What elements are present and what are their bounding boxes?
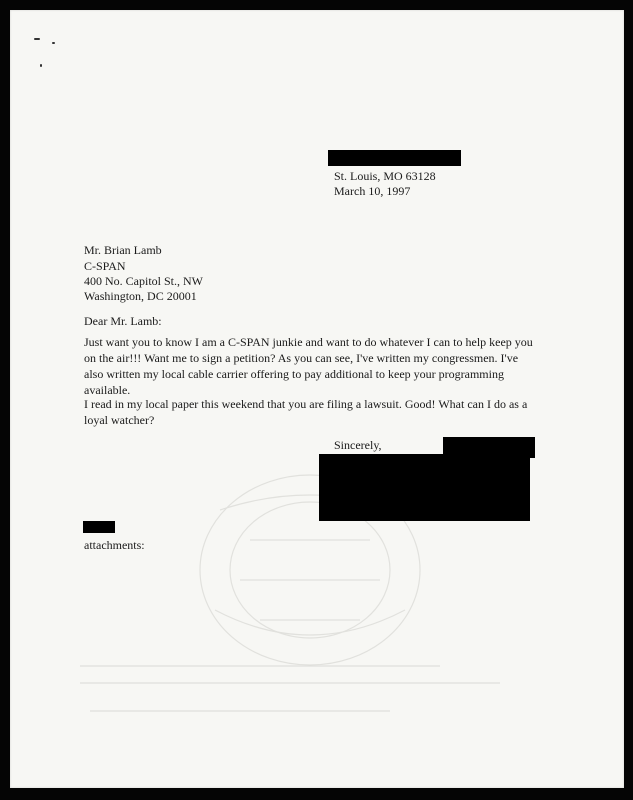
scan-speck bbox=[40, 64, 42, 67]
redacted-signature-block bbox=[319, 454, 530, 521]
recipient-name: Mr. Brian Lamb bbox=[84, 243, 162, 257]
letter-date: March 10, 1997 bbox=[334, 184, 411, 198]
recipient-org: C-SPAN bbox=[84, 259, 126, 273]
redacted-sender-name bbox=[328, 150, 461, 166]
salutation: Dear Mr. Lamb: bbox=[84, 314, 162, 328]
body-paragraph-1: Just want you to know I am a C-SPAN junkie and want to do whatever I can to help keep you on the air!!! Want me to sign a petition? As you can see, I've written my congressmen. I've also written my local cable carrier offering to pay additional to keep your programming available. bbox=[84, 335, 533, 397]
recipient-city: Washington, DC 20001 bbox=[84, 289, 197, 303]
redacted-initials bbox=[83, 521, 115, 533]
body-paragraph-2: I read in my local paper this weekend that you are filing a lawsuit. Good! What can I do as a loyal watcher? bbox=[84, 397, 528, 427]
enclosure-note: attachments: bbox=[84, 538, 145, 552]
recipient-street: 400 No. Capitol St., NW bbox=[84, 274, 203, 288]
scan-speck bbox=[34, 38, 40, 40]
closing: Sincerely, bbox=[334, 438, 382, 452]
letter-page bbox=[10, 10, 624, 788]
scan-speck bbox=[52, 42, 55, 44]
sender-city-line: St. Louis, MO 63128 bbox=[334, 169, 436, 183]
